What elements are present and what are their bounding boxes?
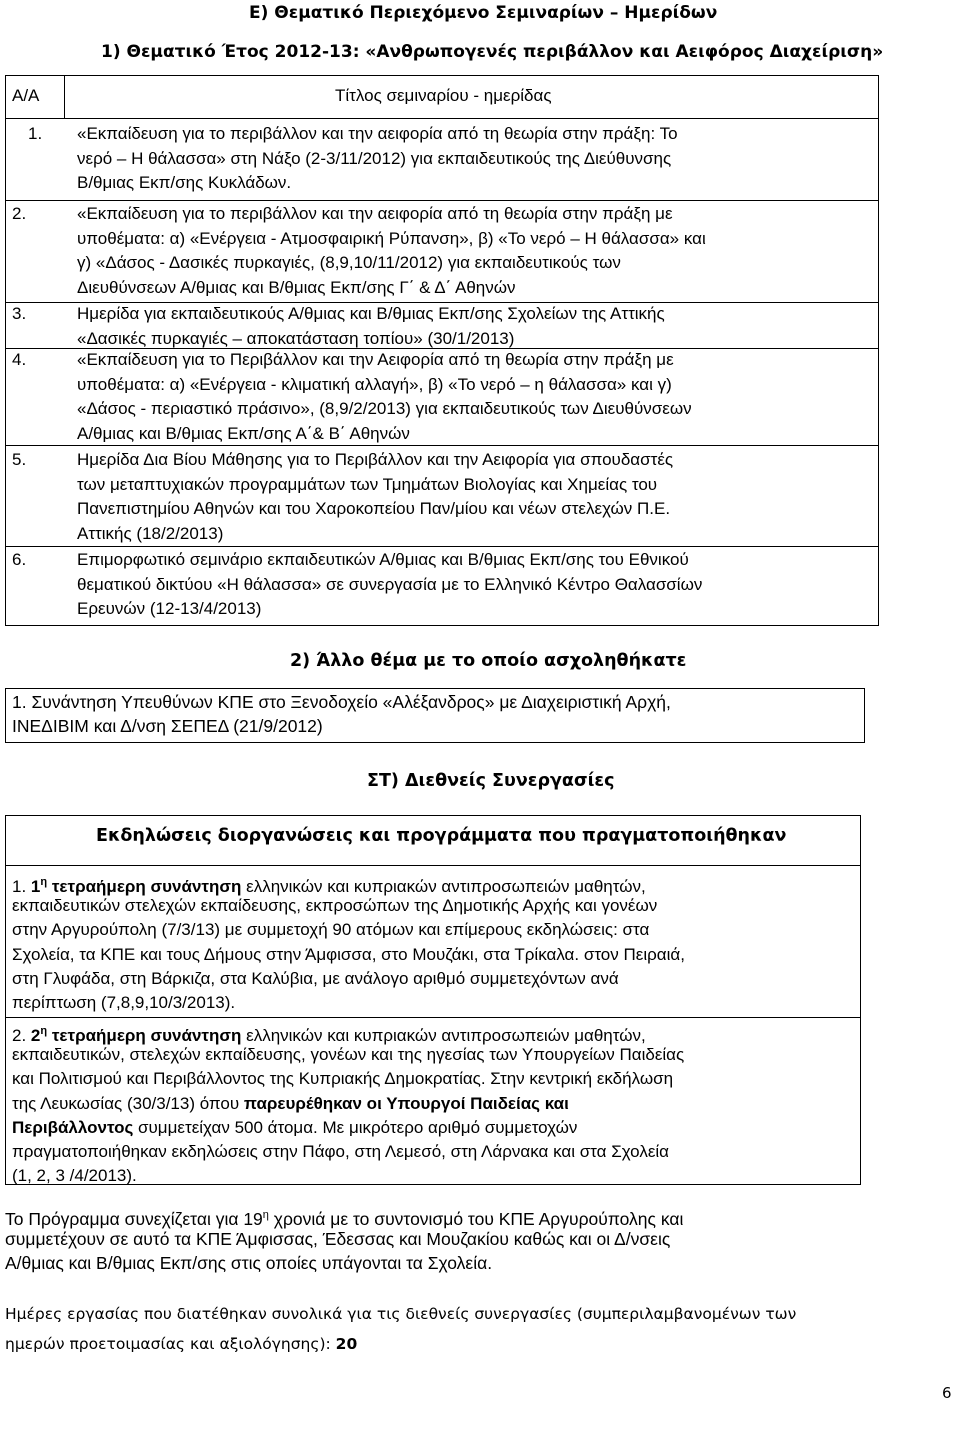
event-2-line: Περιβάλλοντος συμμετείχαν 500 άτομα. Με μικρότερο αριθμό συμμετοχών — [12, 1118, 578, 1137]
seminar-text-line: Ημερίδα για εκπαιδευτικούς Α/θμιας και Β/θμιας Εκπ/σης Σχολείων της Αττικής — [77, 304, 665, 323]
event-1-line: Σχολεία, τα ΚΠΕ και τους Δήμους στην Άμφισσα, στο Μουζάκι, στα Τρίκαλα. στον Πειραιά, — [12, 945, 685, 964]
seminar-text-line: Αττικής (18/2/2013) — [77, 523, 224, 543]
section-e-title: Ε) Θεματικό Περιεχόμενο Σεμιναρίων – Ημερίδων — [249, 3, 718, 23]
days-note-line-2: ημερών προετοιμασίας και αξιολόγησης): 20 — [5, 1335, 358, 1353]
seminar-text-line: νερό – Η θάλασσα» στη Νάξο (2-3/11/2012) για εκπαιδευτικούς της Διεύθυνσης — [77, 148, 672, 168]
event-1-line: περίπτωση (7,8,9,10/3/2013). — [12, 993, 236, 1012]
seminar-text-line: Πανεπιστημίου Αθηνών και του Χαροκοπείου Παν/μίου και νέων στελεχών Π.Ε. — [77, 499, 671, 518]
seminar-text-line: Β/θμιας Εκπ/σης Κυκλάδων. — [77, 173, 292, 192]
seminar-text-line: Α/θμιας και Β/θμιας Εκπ/σης Α΄& Β΄ Αθηνών — [77, 423, 410, 443]
event-2-line: εκπαιδευτικών, στελεχών εκπαίδευσης, γονέων και της ηγεσίας των Υπουργείων Παιδείας — [12, 1045, 685, 1064]
program-line-1: Το Πρόγραμμα συνεχίζεται για $19^\eta$ χρονιά με το συντονισμό του ΚΠΕ Αργυρούπολης και — [5, 1209, 684, 1229]
seminar-number: 5. — [12, 450, 27, 469]
seminar-text-line: Ημερίδα Δια Βίου Μάθησης για το Περιβάλλον και την Αειφορία για σπουδαστές — [77, 450, 674, 469]
section-other-title: 2) Άλλο θέμα με το οποίο ασχοληθήκατε — [290, 651, 687, 671]
seminar-number: 2. — [12, 204, 27, 223]
event-2-line: (1, 2, 3 /4/2013). — [12, 1166, 137, 1185]
event-2-line: πραγματοποιήθηκαν εκδηλώσεις στην Πάφο, στη Λεμεσό, στη Λάρνακα και στα Σχολεία — [12, 1142, 669, 1161]
event-1-line: στην Αργυρούπολη (7/3/13) με συμμετοχή 90 ατόμων και επίμερους εκδηλώσεις: στα — [12, 920, 650, 939]
section-e-subtitle: 1) Θεματικό Έτος 2012-13: «Ανθρωπογενές περιβάλλον και Αειφόρος Διαχείριση» — [101, 42, 884, 62]
events-title: Εκδηλώσεις διοργανώσεις και προγράμματα που πραγματοποιήθηκαν — [96, 826, 787, 846]
seminar-text-line: «Εκπαίδευση για το Περιβάλλον και την Αειφορία από τη θεωρία στην πράξη με — [77, 350, 674, 369]
other-line-1: 1. Συνάντηση Υπευθύνων ΚΠΕ στο Ξενοδοχείο «Αλέξανδρος» με Διαχειριστική Αρχή, — [12, 692, 671, 712]
seminar-text-line: Επιμορφωτικό σεμινάριο εκπαιδευτικών Α/θμιας και Β/θμιας Εκπ/σης του Εθνικού — [77, 550, 689, 569]
event-1-line: εκπαιδευτικών στελεχών εκπαίδευσης, εκπροσώπων της Δημοτικής Αρχής και γονέων — [12, 896, 658, 915]
seminar-number: 4. — [12, 350, 27, 369]
event-1-line: στη Γλυφάδα, στη Βάρκιζα, στα Καλύβια, με ανάλογο αριθμό συμμετεχόντων ανά — [12, 969, 619, 988]
seminar-number: 6. — [12, 550, 27, 569]
seminar-number: 1. — [28, 124, 43, 143]
seminar-text-line: των μεταπτυχιακών προγραμμάτων των Τμημάτων Βιολογίας και Χημείας του — [77, 474, 658, 494]
seminar-text-line: υποθέματα: α) «Ενέργεια - κλιματική αλλαγή», β) «Το νερό – η θάλασσα» και γ) — [77, 374, 672, 394]
col-header-aa: Α/Α — [12, 86, 40, 105]
seminar-number: 3. — [12, 304, 27, 323]
seminar-text-line: «Εκπαίδευση για το περιβάλλον και την αειφορία από τη θεωρία στην πράξη: Το — [77, 124, 678, 143]
program-line-3: Α/θμιας και Β/θμιας Εκπ/σης στις οποίες υπάγονται τα Σχολεία. — [5, 1253, 493, 1273]
days-note-line-1: Ημέρες εργασίας που διατέθηκαν συνολικά για τις διεθνείς συνεργασίες (συμπεριλαμβανομένων των — [5, 1305, 797, 1323]
seminar-text-line: θεματικού δικτύου «Η θάλασσα» σε συνεργασία με το Ελληνικό Κέντρο Θαλασσίων — [77, 574, 703, 594]
seminar-text-line: γ) «Δάσος - Δασικές πυρκαγιές, (8,9,10/11/2012) για εκπαιδευτικούς των — [77, 253, 621, 272]
seminar-text-line: Διευθύνσεων Α/θμιας και Β/θμιας Εκπ/σης Γ΄ & Δ΄ Αθηνών — [77, 277, 516, 297]
seminar-text-line: «Δασικές πυρκαγιές – αποκατάσταση τοπίου» (30/1/2013) — [77, 328, 515, 348]
seminar-text-line: «Δάσος - περιαστικό πράσινο», (8,9/2/2013) για εκπαιδευτικούς των Διευθύνσεων — [77, 399, 692, 418]
seminar-text-line: Ερευνών (12-13/4/2013) — [77, 599, 262, 618]
event-2-line: της Λευκωσίας (30/3/13) όπου παρευρέθηκαν οι Υπουργοί Παιδείας και — [12, 1094, 569, 1113]
days-count: 20 — [335, 1335, 358, 1353]
col-header-title: Τίτλος σεμιναρίου - ημερίδας — [335, 86, 552, 105]
page-number: 6 — [942, 1384, 952, 1402]
section-st-title: ΣΤ) Διεθνείς Συνεργασίες — [367, 771, 615, 791]
event-1-first-line: 1. $1^\eta$ τετραήμερη συνάντηση ελληνικών και κυπριακών αντιπροσωπειών μαθητών, — [12, 876, 646, 896]
seminar-text-line: υποθέματα: α) «Ενέργεια - Ατμοσφαιρική Ρύπανση», β) «Το νερό – Η θάλασσα» και — [77, 228, 706, 248]
event-2-first-line: 2. $2^\eta$ τετραήμερη συνάντηση ελληνικών και κυπριακών αντιπροσωπειών μαθητών, — [12, 1025, 646, 1045]
program-line-2: συμμετέχουν σε αυτό τα ΚΠΕ Άμφισσας, Έδεσσας και Μουζακίου καθώς και οι Δ/νσεις — [5, 1229, 671, 1249]
other-line-2: ΙΝΕΔΙΒΙΜ και Δ/νση ΣΕΠΕΔ (21/9/2012) — [12, 716, 323, 736]
event-2-line: και Πολιτισμού και Περιβάλλοντος της Κυπριακής Δημοκρατίας. Στην κεντρική εκδήλωση — [12, 1069, 674, 1088]
seminar-text-line: «Εκπαίδευση για το περιβάλλον και την αειφορία από τη θεωρία στην πράξη με — [77, 204, 673, 223]
